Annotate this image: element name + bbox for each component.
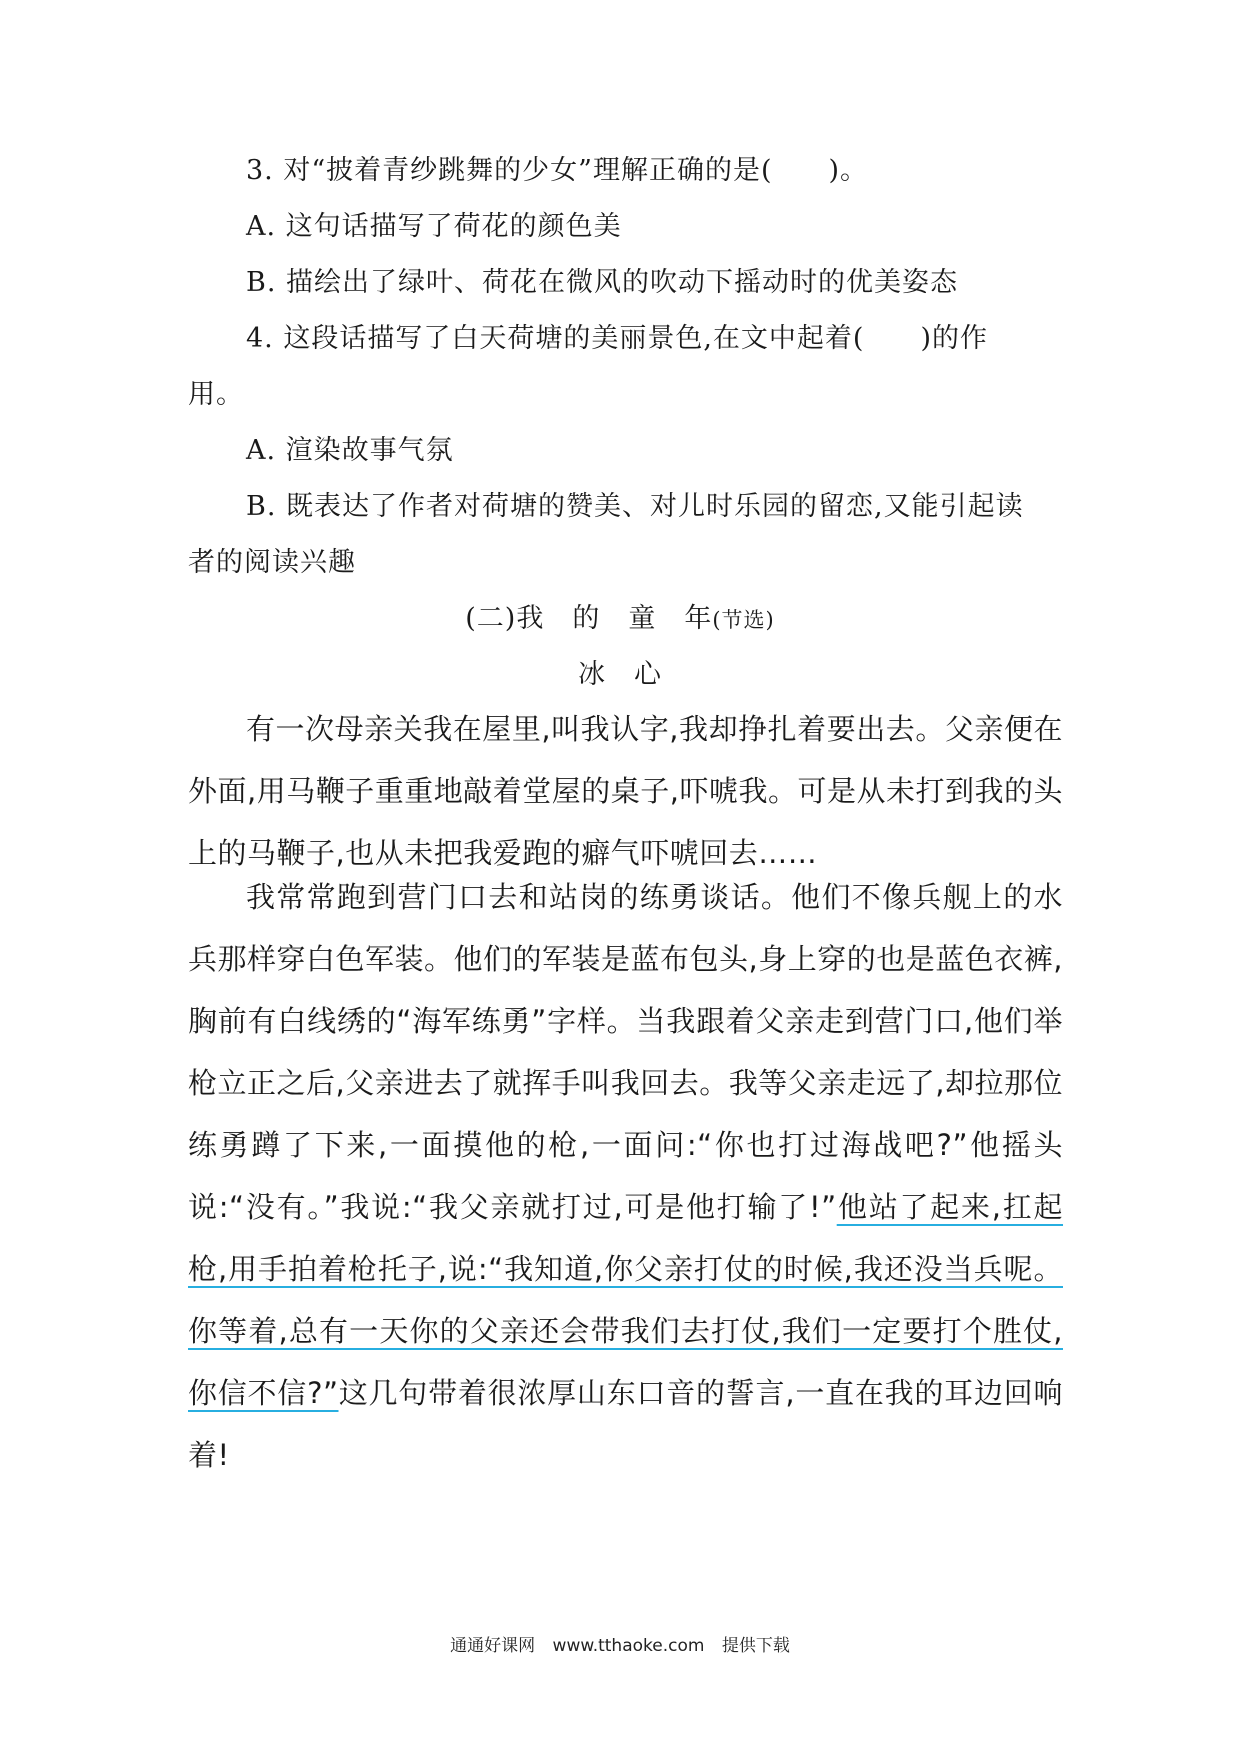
passage-paragraph-2 [188,866,1063,1486]
page-footer [0,1634,1240,1658]
footer-site-name: 通通好课网 [450,1636,536,1656]
paragraph-2-tail: 这几句带着很浓厚山东口音的誓言,一直在我的耳边回响着! [188,1376,1063,1472]
footer-note: 提供下载 [721,1636,790,1656]
passage-title [0,599,1240,640]
question-4-option-a: A. 渲染故事气氛 [246,435,454,466]
question-3-stem: 3. 对“披着青纱跳舞的少女”理解正确的是( )。 [246,155,869,186]
footer-url[interactable]: www.tthaoke.com [552,1636,705,1656]
paragraph-2-text: 我常常跑到营门口去和站岗的练勇谈话。他们不像兵舰上的水兵那样穿白色军装。他们的军装是蓝布包头,身上穿的也是蓝色衣裤,胸前有白线绣的“海军练勇”字样。当我跟着父亲走到营门口,他们举枪立正之后,父亲进去了就挥手叫我回去。我等父亲走远了,却拉那位练勇蹲了下来,一面摸他的枪,一面问:“你也打过海战吧?”他摇头说:“没有。”我说:“我父亲就打过,可是他打输了!” [188,880,1063,1224]
question-4-stem-line2: 用。 [188,379,244,410]
passage-title-text: (二)我 的 童 年 [465,603,713,634]
passage-paragraph-1: 有一次母亲关我在屋里,叫我认字,我却挣扎着要出去。父亲便在外面,用马鞭子重重地敲着堂屋的桌子,吓唬我。可是从未打到我的头上的马鞭子,也从未把我爱跑的癖气吓唬回去…… [188,712,1063,870]
question-4-option-b-line1: B. 既表达了作者对荷塘的赞美、对儿时乐园的留恋,又能引起读 [246,491,1024,522]
underlined-sentence: 他站了起来,扛起枪,用手拍着枪托子,说:“我知道,你父亲打仗的时候,我还没当兵呢。你等着,总有一天你的父亲还会带我们去打仗,我们一定要打个胜仗,你信不信?” [188,1190,1064,1410]
passage-title-note: (节选) [712,608,775,632]
question-4-option-b-line2: 者的阅读兴趣 [188,547,356,578]
question-3-option-a: A. 这句话描写了荷花的颜色美 [246,211,622,242]
passage-author: 冰 心 [578,659,662,690]
question-3-option-b: B. 描绘出了绿叶、荷花在微风的吹动下摇动时的优美姿态 [246,267,959,298]
question-4-stem-line1: 4. 这段话描写了白天荷塘的美丽景色,在文中起着( )的作 [246,323,988,354]
